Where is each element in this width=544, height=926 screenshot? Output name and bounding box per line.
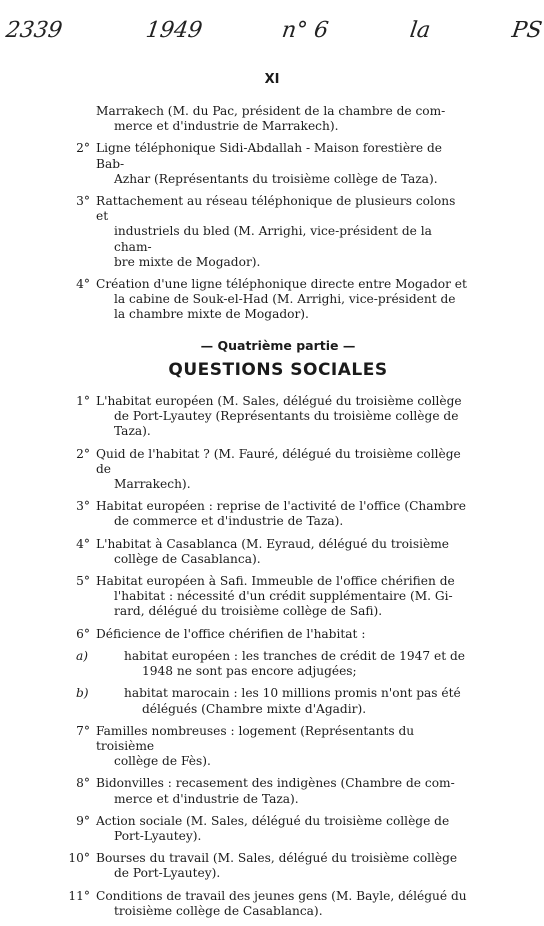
item-line: de Port-Lyautey (Représentants du troisième collège de [114,409,459,424]
sub-list-item [48,649,468,679]
item-line: 1948 ne sont pas encore adjugées; [142,664,357,679]
item-number: 9° [76,813,90,828]
item-line: bre mixte de Mogador). [114,254,261,269]
item-line: merce et d'industrie de Taza). [114,791,299,806]
list-item [48,574,468,620]
section-heading: QUESTIONS SOCIALES [168,359,388,380]
item-text [96,724,468,770]
item-number: 4° [76,536,90,551]
item-line: L'habitat à Casablanca (M. Eyraud, délégué du troisième [96,536,449,551]
item-line: industriels du bled (M. Arrighi, vice-président de la cham- [114,224,432,254]
list-item [48,194,468,270]
item-line: l'habitat : nécessité d'un crédit supplémentaire (M. Gi- [114,589,453,604]
item-text [96,574,468,620]
item-line: troisième collège de Casablanca). [114,903,323,918]
handwritten-initials: la [408,18,432,43]
handwritten-year: 1949 [144,18,204,43]
item-line: Bourses du travail (M. Sales, délégué du troisième collège [96,851,458,866]
list-item [48,627,468,642]
item-number: b) [76,686,89,701]
telephone-items-list [48,104,468,323]
item-text [96,499,468,529]
sub-items-list [48,649,468,717]
item-line: Conditions de travail des jeunes gens (M. Bayle, délégué du [96,888,467,903]
item-line: Création d'une ligne téléphonique directe entre Mogador et [96,277,467,292]
item-line: Habitat européen : reprise de l'activité de l'office (Chambre [96,499,466,514]
item-text [96,447,468,493]
item-text [96,194,468,270]
part-heading: — Quatrième partie — [200,337,356,353]
item-text [96,394,468,440]
list-item [48,851,468,881]
item-line: Port-Lyautey). [114,828,202,843]
social-questions-list [48,394,468,642]
sub-list-item [48,686,468,716]
item-text [96,277,468,323]
item-line: Habitat européen à Safi. Immeuble de l'office chérifien de [96,574,455,589]
list-item [48,814,468,844]
item-line: la cabine de Souk-el-Had (M. Arrighi, vice-président de [114,292,456,307]
item-line: Ligne téléphonique Sidi-Abdallah - Maison forestière de Bab- [96,141,442,171]
item-line: rard, délégué du troisième collège de Safi). [114,604,383,619]
item-line: collège de Fès). [114,754,211,769]
list-item [48,394,468,440]
item-text [124,649,468,679]
item-number: 1° [76,394,90,409]
list-item [48,447,468,493]
social-questions-list-continued [48,724,468,919]
item-line: Bidonvilles : recasement des indigènes (Chambre de com- [96,776,455,791]
list-item [48,277,468,323]
handwritten-number: n° 6 [280,18,330,43]
item-line: Marrakech (M. du Pac, président de la chambre de com- [96,104,446,118]
item-number: 11° [68,888,90,903]
page-number: XI [264,72,280,87]
item-line: de commerce et d'industrie de Taza). [114,514,344,529]
item-text [96,104,468,134]
item-line: Marrakech). [114,477,191,492]
item-line: habitat marocain : les 10 millions promis n'ont pas été [124,686,461,701]
item-line: L'habitat européen (M. Sales, délégué du troisième collège [96,394,462,409]
item-line: délégués (Chambre mixte d'Agadir). [142,701,367,716]
list-item [48,889,468,919]
item-text [96,537,468,567]
item-text [96,814,468,844]
list-item [48,537,468,567]
item-number: 7° [76,723,90,738]
item-number: 3° [76,194,90,209]
item-line: Déficience de l'office chérifien de l'habitat : [96,626,366,641]
item-number: 10° [68,851,90,866]
document-body [48,104,468,926]
item-text [124,686,468,716]
item-number: 4° [76,277,90,292]
item-text [96,627,468,642]
item-text [96,776,468,806]
item-number: 2° [76,141,90,156]
item-number: 6° [76,626,90,641]
handwritten-mark: PS [510,18,544,43]
list-item [48,104,468,134]
item-text [96,851,468,881]
item-line: habitat européen : les tranches de crédit de 1947 et de [124,648,466,663]
list-item [48,776,468,806]
item-text [96,141,468,187]
item-number: 3° [76,499,90,514]
item-line: de Port-Lyautey). [114,866,221,881]
item-number: 5° [76,574,90,589]
item-line: Taza). [114,424,151,439]
item-line: collège de Casablanca). [114,551,261,566]
item-line: Azhar (Représentants du troisième collège de Taza). [114,171,438,186]
item-line: Quid de l'habitat ? (M. Fauré, délégué du troisième collège de [96,446,461,476]
item-number: 8° [76,776,90,791]
item-line: Familles nombreuses : logement (Représentants du troisième [96,723,415,753]
list-item [48,499,468,529]
item-line: Action sociale (M. Sales, délégué du troisième collège de [96,813,450,828]
list-item [48,141,468,187]
handwritten-code: 2339 [4,18,64,43]
item-line: Rattachement au réseau téléphonique de plusieurs colons et [96,194,456,224]
item-number: 2° [76,446,90,461]
item-line: merce et d'industrie de Marrakech). [114,119,339,134]
item-number: a) [76,648,89,663]
item-text [96,889,468,919]
list-item [48,724,468,770]
item-line: la chambre mixte de Mogador). [114,307,309,322]
